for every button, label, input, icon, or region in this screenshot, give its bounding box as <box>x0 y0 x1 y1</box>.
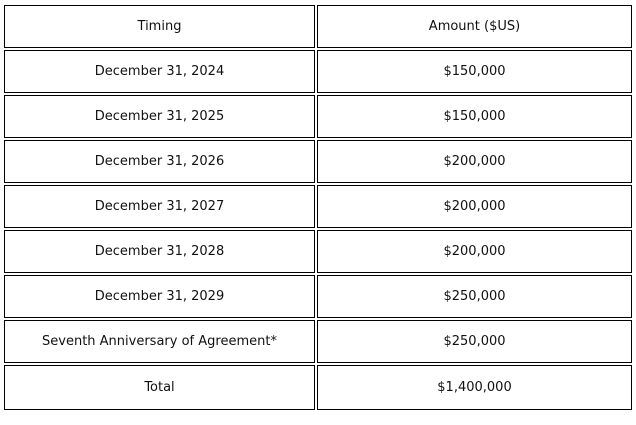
table-cell-timing: Seventh Anniversary of Agreement* <box>4 320 315 363</box>
total-label: Total <box>4 365 315 410</box>
table-cell-timing: December 31, 2028 <box>4 230 315 273</box>
table-cell-amount: $150,000 <box>317 95 632 138</box>
header-amount: Amount ($US) <box>317 5 632 48</box>
table-cell-amount: $200,000 <box>317 230 632 273</box>
table-cell-timing: December 31, 2025 <box>4 95 315 138</box>
table-cell-timing: December 31, 2027 <box>4 185 315 228</box>
table-cell-amount: $200,000 <box>317 140 632 183</box>
table-cell-timing: December 31, 2026 <box>4 140 315 183</box>
header-timing: Timing <box>4 5 315 48</box>
table-cell-timing: December 31, 2029 <box>4 275 315 318</box>
table-cell-amount: $250,000 <box>317 320 632 363</box>
table-cell-timing: December 31, 2024 <box>4 50 315 93</box>
table-cell-amount: $200,000 <box>317 185 632 228</box>
total-amount: $1,400,000 <box>317 365 632 410</box>
table-cell-amount: $250,000 <box>317 275 632 318</box>
table-cell-amount: $150,000 <box>317 50 632 93</box>
payment-schedule-table <box>4 5 632 413</box>
